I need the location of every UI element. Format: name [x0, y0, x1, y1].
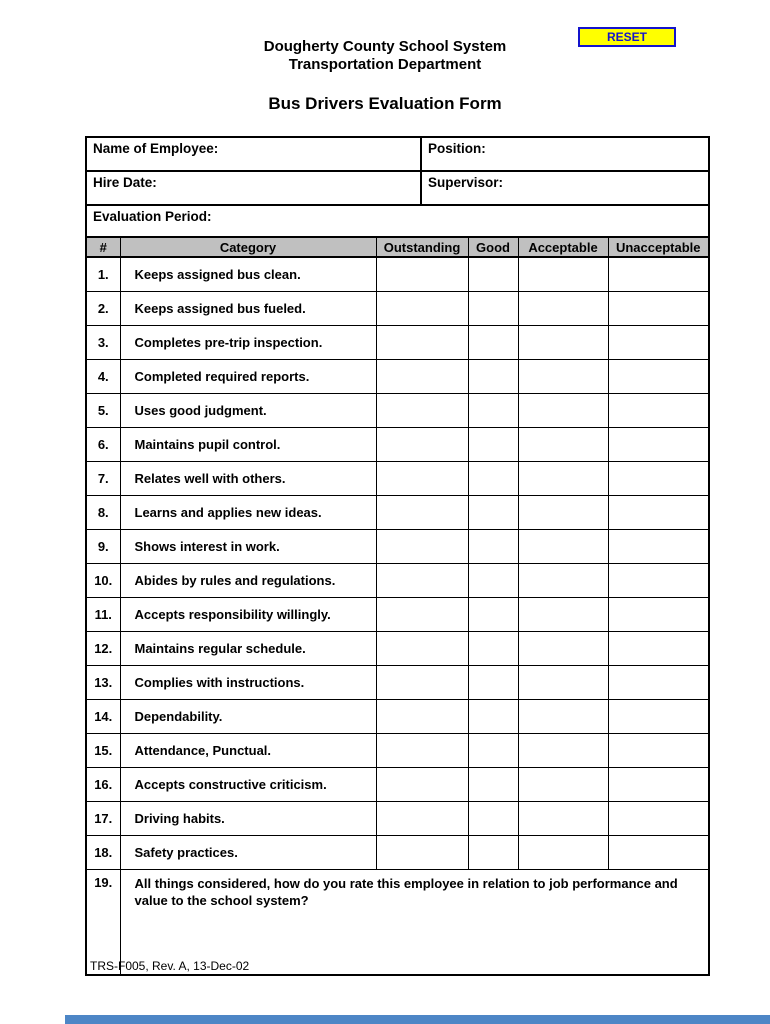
rating-cell-unacceptable[interactable]: [608, 564, 709, 598]
category-label: Accepts constructive criticism.: [120, 768, 376, 802]
evaluation-period-label: Evaluation Period:: [93, 209, 212, 224]
rating-cell-outstanding[interactable]: [376, 257, 468, 292]
category-label: Shows interest in work.: [120, 530, 376, 564]
rating-cell-acceptable[interactable]: [518, 768, 608, 802]
rating-cell-unacceptable[interactable]: [608, 598, 709, 632]
name-of-employee-field[interactable]: [86, 137, 421, 171]
category-label: All things considered, how do you rate this employee in relation to job performance and value to the school system?: [120, 870, 709, 976]
rating-row: [86, 530, 709, 564]
rating-cell-outstanding[interactable]: [376, 428, 468, 462]
position-label: Position:: [428, 141, 486, 156]
rating-cell-unacceptable[interactable]: [608, 802, 709, 836]
document-reference: TRS-F005, Rev. A, 13-Dec-02: [90, 959, 250, 973]
category-label: Uses good judgment.: [120, 394, 376, 428]
rating-row: [86, 360, 709, 394]
rating-cell-good[interactable]: [468, 530, 518, 564]
org-header: [0, 38, 770, 74]
rating-cell-good[interactable]: [468, 734, 518, 768]
row-number: 16.: [86, 768, 120, 802]
rating-row: [86, 257, 709, 292]
rating-cell-good[interactable]: [468, 666, 518, 700]
row-number: 12.: [86, 632, 120, 666]
column-header-acceptable: Acceptable: [518, 237, 608, 257]
row-number: 11.: [86, 598, 120, 632]
rating-cell-unacceptable[interactable]: [608, 428, 709, 462]
rating-cell-acceptable[interactable]: [518, 836, 608, 870]
rating-cell-acceptable[interactable]: [518, 292, 608, 326]
rating-cell-outstanding[interactable]: [376, 700, 468, 734]
row-number: 19.: [86, 870, 120, 976]
rating-cell-good[interactable]: [468, 257, 518, 292]
rating-cell-good[interactable]: [468, 360, 518, 394]
rating-cell-good[interactable]: [468, 496, 518, 530]
rating-row: [86, 428, 709, 462]
rating-row: [86, 292, 709, 326]
category-label: Maintains regular schedule.: [120, 632, 376, 666]
rating-cell-acceptable[interactable]: [518, 257, 608, 292]
row-number: 18.: [86, 836, 120, 870]
rating-cell-acceptable[interactable]: [518, 394, 608, 428]
form-title: Bus Drivers Evaluation Form: [268, 94, 502, 113]
rating-row: [86, 836, 709, 870]
category-label: Safety practices.: [120, 836, 376, 870]
rating-cell-acceptable[interactable]: [518, 632, 608, 666]
rating-row: [86, 564, 709, 598]
rating-cell-good[interactable]: [468, 768, 518, 802]
rating-cell-good[interactable]: [468, 564, 518, 598]
rating-cell-unacceptable[interactable]: [608, 768, 709, 802]
rating-cell-unacceptable[interactable]: [608, 394, 709, 428]
rating-row: [86, 326, 709, 360]
row-number: 15.: [86, 734, 120, 768]
row-number: 3.: [86, 326, 120, 360]
rating-cell-good[interactable]: [468, 462, 518, 496]
row-number: 1.: [86, 257, 120, 292]
rating-row: [86, 462, 709, 496]
rating-cell-acceptable[interactable]: [518, 428, 608, 462]
employee-info-table: [85, 136, 710, 238]
rating-cell-acceptable[interactable]: [518, 530, 608, 564]
org-name: Dougherty County School System: [263, 38, 507, 55]
horizontal-scrollbar[interactable]: [65, 1015, 770, 1024]
rating-cell-outstanding[interactable]: [376, 530, 468, 564]
column-header-category: Category: [120, 237, 376, 257]
rating-cell-acceptable[interactable]: [518, 462, 608, 496]
category-label: Attendance, Punctual.: [120, 734, 376, 768]
rating-cell-outstanding[interactable]: [376, 734, 468, 768]
rating-cell-acceptable[interactable]: [518, 734, 608, 768]
rating-cell-good[interactable]: [468, 700, 518, 734]
rating-cell-unacceptable[interactable]: [608, 326, 709, 360]
rating-cell-acceptable[interactable]: [518, 802, 608, 836]
row-number: 14.: [86, 700, 120, 734]
column-header-outstanding: Outstanding: [376, 237, 468, 257]
category-label: Learns and applies new ideas.: [120, 496, 376, 530]
rating-row: [86, 700, 709, 734]
rating-cell-unacceptable[interactable]: [608, 836, 709, 870]
column-header-unacceptable: Unacceptable: [608, 237, 709, 257]
rating-cell-outstanding[interactable]: [376, 632, 468, 666]
row-number: 13.: [86, 666, 120, 700]
category-label: Driving habits.: [120, 802, 376, 836]
rating-cell-unacceptable[interactable]: [608, 462, 709, 496]
rating-cell-acceptable[interactable]: [518, 564, 608, 598]
rating-cell-acceptable[interactable]: [518, 360, 608, 394]
category-label: Completed required reports.: [120, 360, 376, 394]
rating-cell-outstanding[interactable]: [376, 462, 468, 496]
rating-cell-unacceptable[interactable]: [608, 530, 709, 564]
category-label: Dependability.: [120, 700, 376, 734]
category-label: Keeps assigned bus clean.: [120, 257, 376, 292]
reset-button[interactable]: RESET: [578, 27, 676, 47]
column-header-number: #: [86, 237, 120, 257]
rating-cell-outstanding[interactable]: [376, 768, 468, 802]
rating-cell-outstanding[interactable]: [376, 292, 468, 326]
category-label: Accepts responsibility willingly.: [120, 598, 376, 632]
rating-row: [86, 496, 709, 530]
rating-row: [86, 598, 709, 632]
rating-cell-outstanding[interactable]: [376, 836, 468, 870]
category-label: Maintains pupil control.: [120, 428, 376, 462]
rating-cell-acceptable[interactable]: [518, 700, 608, 734]
rating-cell-acceptable[interactable]: [518, 598, 608, 632]
category-label: Complies with instructions.: [120, 666, 376, 700]
rating-cell-acceptable[interactable]: [518, 496, 608, 530]
category-label: Keeps assigned bus fueled.: [120, 292, 376, 326]
rating-cell-good[interactable]: [468, 428, 518, 462]
rating-row: [86, 734, 709, 768]
row-number: 9.: [86, 530, 120, 564]
rating-row: [86, 768, 709, 802]
rating-cell-outstanding[interactable]: [376, 326, 468, 360]
rating-row: [86, 632, 709, 666]
rating-row: [86, 802, 709, 836]
row-number: 7.: [86, 462, 120, 496]
rating-cell-unacceptable[interactable]: [608, 292, 709, 326]
rating-cell-good[interactable]: [468, 394, 518, 428]
row-number: 17.: [86, 802, 120, 836]
rating-cell-unacceptable[interactable]: [608, 632, 709, 666]
rating-cell-good[interactable]: [468, 326, 518, 360]
rating-cell-unacceptable[interactable]: [608, 734, 709, 768]
rating-cell-outstanding[interactable]: [376, 564, 468, 598]
row-number: 8.: [86, 496, 120, 530]
rating-cell-unacceptable[interactable]: [608, 666, 709, 700]
rating-cell-outstanding[interactable]: [376, 802, 468, 836]
column-header-good: Good: [468, 237, 518, 257]
hire-date-field[interactable]: [86, 171, 421, 205]
rating-cell-unacceptable[interactable]: [608, 700, 709, 734]
category-label: Abides by rules and regulations.: [120, 564, 376, 598]
rating-cell-outstanding[interactable]: [376, 666, 468, 700]
rating-cell-outstanding[interactable]: [376, 360, 468, 394]
rating-cell-good[interactable]: [468, 836, 518, 870]
supervisor-field[interactable]: [421, 171, 709, 205]
position-field[interactable]: [421, 137, 709, 171]
rating-cell-acceptable[interactable]: [518, 666, 608, 700]
evaluation-period-field[interactable]: [86, 205, 709, 237]
rating-cell-unacceptable[interactable]: [608, 496, 709, 530]
rating-table-header-row: [86, 237, 709, 257]
rating-cell-good[interactable]: [468, 802, 518, 836]
hire-date-label: Hire Date:: [93, 175, 157, 190]
rating-row: [86, 394, 709, 428]
row-number: 4.: [86, 360, 120, 394]
name-of-employee-label: Name of Employee:: [93, 141, 219, 156]
category-label: Completes pre-trip inspection.: [120, 326, 376, 360]
rating-table: [85, 236, 710, 976]
supervisor-label: Supervisor:: [428, 175, 504, 190]
rating-cell-good[interactable]: [468, 598, 518, 632]
rating-cell-unacceptable[interactable]: [608, 360, 709, 394]
row-number: 2.: [86, 292, 120, 326]
rating-cell-good[interactable]: [468, 632, 518, 666]
category-label: Relates well with others.: [120, 462, 376, 496]
rating-cell-outstanding[interactable]: [376, 496, 468, 530]
org-department: Transportation Department: [288, 56, 482, 73]
rating-cell-acceptable[interactable]: [518, 326, 608, 360]
row-number: 10.: [86, 564, 120, 598]
row-number: 6.: [86, 428, 120, 462]
rating-cell-unacceptable[interactable]: [608, 257, 709, 292]
rating-cell-outstanding[interactable]: [376, 394, 468, 428]
rating-cell-outstanding[interactable]: [376, 598, 468, 632]
rating-cell-good[interactable]: [468, 292, 518, 326]
row-number: 5.: [86, 394, 120, 428]
rating-row: [86, 666, 709, 700]
